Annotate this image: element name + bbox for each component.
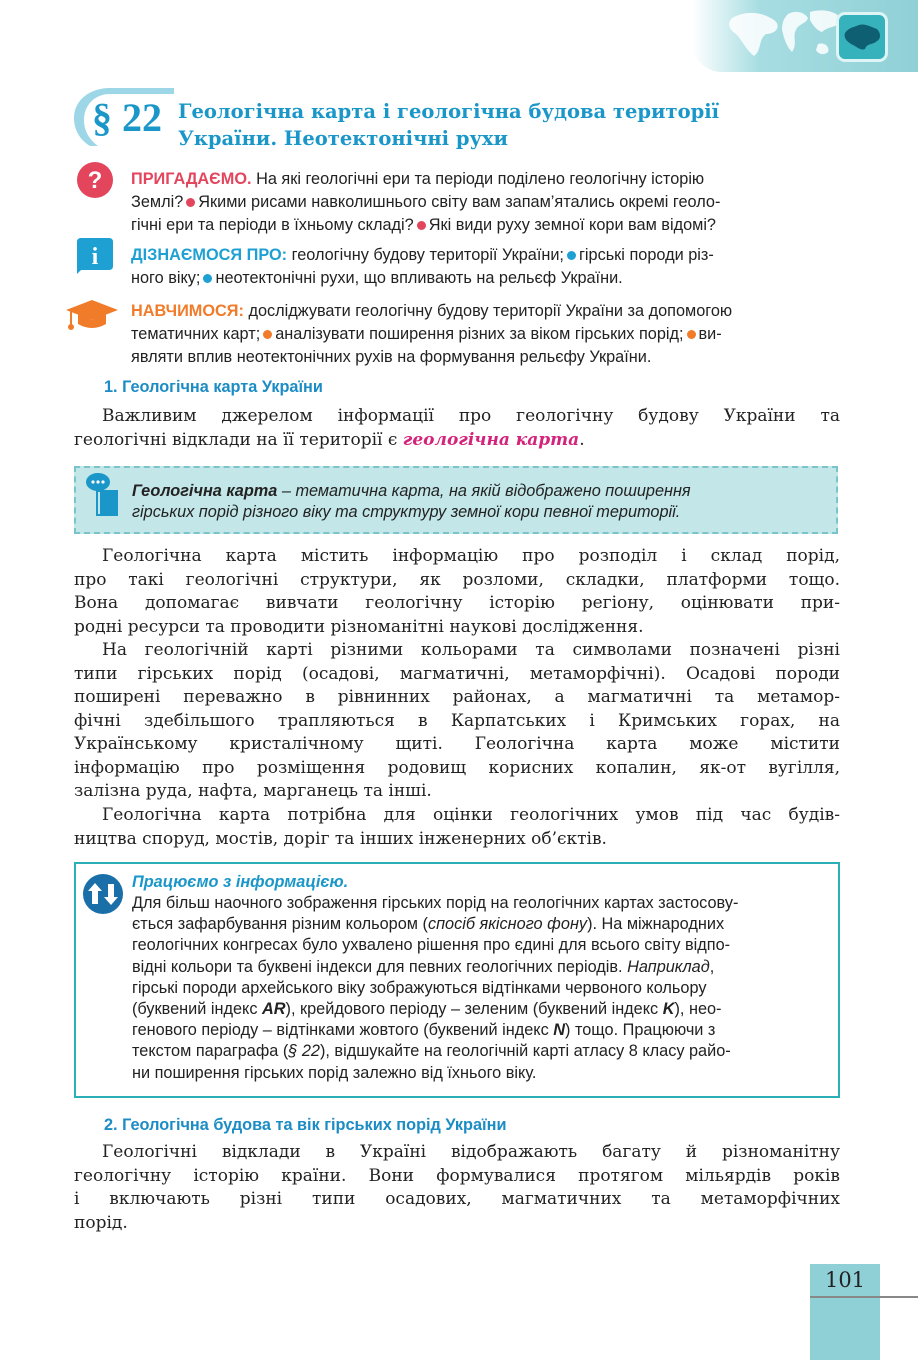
info-box-text: Для більш наочного зображення гірських порід на геологічних картах застосову- ється зафарбування різним кольором (спосіб якісного фону). На міжнародних геологічних конгресах було ухвалено рішення про єдині для всього світу відпо- відні кольори та буквені індекси для певних геологічних періодів. Наприклад, гірські породи архейського віку зображуються відтінками червоного кольору (буквений індекс AR), крейдового періоду – зеленим (буквений індекс K), нео- генового періоду – відтінками жовтого (буквений індекс N) тощо. Працюючи з текстом параграфа (§ 22), відшукайте на геологічній карті атласу 8 класу райо- ни поширення гірських порід залежно від їхнього віку.: [132, 894, 739, 1082]
page-title: Геологічна карта і геологічна будова території України. Неотектонічні рухи: [178, 100, 720, 150]
section1-paragraph-2: На геологічній карті різними кольорами та символами позначені різні типи гірських порід (осадові, магматичні, метаморфічні). Осадові породи поширені переважно в рівнинних районах, а магматичні та метамор- фічні здебільшого трапляються в Карпатських і Кримських горах, на Українському кристалічному щиті. Геологічна карта може містити інформацію про розміщення родовищ корисних копалин, як-от вугілля, залізна руда, нафта, марганець та інші.: [74, 640, 840, 801]
graduation-cap-icon: [62, 296, 122, 336]
term-geological-map: геологічна карта: [402, 429, 580, 450]
section-heading-2: 2. Геологічна будова та вік гірських порід України: [104, 1116, 507, 1134]
intro-learn-to: НАВЧИМОСЯ: досліджувати геологічну будову території України за допомогою тематичних карт; аналізувати поширення різних за віком гірських порід; ви- являти вплив неотектонічних рухів на формування рельєфу України.: [131, 302, 733, 366]
page-number: 101: [824, 1268, 866, 1292]
intro-learn-about: ДІЗНАЄМОСЯ ПРО: геологічну будову території України; гірські породи різ- ного віку; неотектонічні рухи, що впливають на рельєф України.: [131, 246, 714, 287]
section1-intro-paragraph: Важливим джерелом інформації про геологічну будову України та геологічні відклади на її території є геологічна карта.: [74, 406, 840, 450]
definition-text: Геологічна карта – тематична карта, на якій відображено поширення гірських порід різного віку та структуру земної кори певної території.: [132, 482, 691, 521]
section1-paragraph-3: Геологічна карта потрібна для оцінки геологічних умов під час будів- ництва споруд, мостів, доріг та інших інженерних об’єктів.: [74, 805, 840, 849]
section-heading-1: 1. Геологічна карта України: [104, 378, 323, 396]
ukraine-map-badge: [836, 12, 888, 62]
svg-text:?: ?: [87, 167, 103, 194]
info-box-title: Працюємо з інформацією.: [132, 873, 349, 891]
question-icon: [73, 160, 117, 200]
info-icon: [73, 236, 117, 276]
paragraph-number: § 22: [92, 95, 162, 140]
svg-text:i: i: [91, 244, 99, 270]
page-number-rule: [810, 1296, 918, 1298]
up-down-arrows-icon: [82, 873, 124, 915]
section2-paragraph: Геологічні відклади в Україні відображають багату й різноманітну геологічну історію країни. Вони формувалися протягом мільярдів років і включають різні типи осадових, магматичних та метаморфічних порід.: [74, 1142, 840, 1233]
section1-paragraph-1: Геологічна карта містить інформацію про розподіл і склад порід, про такі геологічні структури, як розломи, складки, платформи тощо. Вона допомагає вивчати геологічну історію регіону, оцінювати при- родні ресурси та проводити різноманітні наукові дослідження.: [74, 546, 840, 637]
ukraine-map-icon: [839, 15, 885, 59]
dictionary-icon: [84, 472, 124, 520]
intro-recall: ПРИГАДАЄМО. На які геологічні ери та періоди поділено геологічну історію Землі? Якими рисами навколишнього світу вам запам’ятались окремі геоло- гічні ери та періоди в їхньому складі? Які види руху земної кори вам відомі?: [131, 170, 721, 234]
